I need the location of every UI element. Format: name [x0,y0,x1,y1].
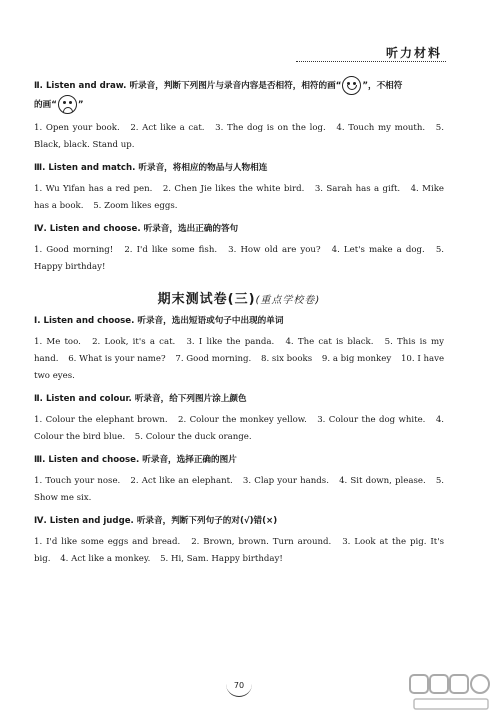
section-instruction-zh-2: ”，不相符 [362,81,403,91]
list-item: 1. Good morning! [34,245,114,255]
section-listen-and-judge [34,515,444,528]
section-instruction-en: Listen and colour. [45,394,132,404]
section-listen-and-choose-words [34,315,444,328]
header-rule [296,61,446,62]
list-item: 4. Touch my mouth. [336,123,426,133]
section-number: Ⅲ. [34,455,46,465]
list-item: 3. The dog is on the log. [215,123,326,133]
section-instruction-en: Listen and draw. [45,81,127,91]
section-items [34,181,444,215]
list-item: 3. Colour the dog white. [317,415,426,425]
section-listen-and-draw [34,76,444,114]
list-item: 5. Zoom likes eggs. [93,201,178,211]
list-item: 7. Good morning. [175,354,252,364]
list-item: 1. Colour the elephant brown. [34,415,168,425]
list-item: 3. Sarah has a gift. [314,184,401,194]
section-number: Ⅰ. [34,316,41,326]
section-number: Ⅲ. [34,163,46,173]
section-instruction-zh: 听录音，选出短语或句子中出现的单词 [137,316,284,326]
section-instruction-zh: 听录音，判断下列图片与录音内容是否相符，相符的画“ [129,81,342,91]
list-item: 1. Me too. [34,337,81,347]
section-items [34,412,444,446]
list-item: 1. Wu Yifan has a red pen. [34,184,153,194]
section-instruction-zh: 听录音，判断下列句子的对(√)错(×) [136,516,278,526]
section-instruction-en: Listen and choose. [43,316,135,326]
section-instruction-en: Listen and judge. [49,516,134,526]
section-items [34,242,444,276]
page-header-title: 听力材料 [385,46,442,60]
section-number: Ⅳ. [34,516,47,526]
watermark-logo-icon [408,673,492,713]
page-content [34,68,444,568]
section-listen-and-colour [34,393,444,406]
list-item: 2. Brown, brown. Turn around. [191,537,332,547]
list-item: 2. Colour the monkey yellow. [178,415,307,425]
smiley-face-icon [342,76,361,95]
section-instruction-zh: 听录音，选出正确的答句 [143,224,239,234]
list-item: 8. six books [260,354,313,364]
section-instruction-zh: 听录音，将相应的物品与人物相连 [138,163,268,173]
section-items [34,534,444,568]
section-instruction-en: Listen and match. [48,163,136,173]
section-listen-and-match [34,162,444,175]
list-item: 1. I'd like some eggs and bread. [34,537,181,547]
list-item: 3. I like the panda. [186,337,275,347]
list-item: 2. Act like an elephant. [130,476,233,486]
list-item: 9. a big monkey [321,354,392,364]
section-instruction-zh: 听录音，给下列图片涂上颜色 [134,394,247,404]
section-listen-and-choose-pictures [34,454,444,467]
list-item: 5. Happy birthday! [34,245,445,272]
list-item: 5. Show me six. [34,476,445,503]
list-item: 4. The cat is black. [285,337,374,347]
section-number: Ⅳ. [34,224,47,234]
list-item: 2. Chen Jie likes the white bird. [162,184,305,194]
list-item: 3. Look at the pig. It's big. [34,537,445,564]
section-number: Ⅱ. [34,394,43,404]
list-item: 2. I'd like some fish. [124,245,218,255]
section-instruction-en: Listen and choose. [48,455,140,465]
exam-title-main: 期末测试卷(三) [157,292,256,307]
section-listen-and-choose [34,223,444,236]
section-instruction-zh-3: 的画“ [34,100,57,110]
exam-title-subtitle: (重点学校卷) [255,295,321,306]
list-item: 4. Act like a monkey. [60,554,151,564]
section-items [34,120,444,154]
list-item: 5. Hi, Sam. Happy birthday! [160,554,283,564]
list-item: 4. Colour the bird blue. [34,415,445,442]
list-item: 4. Let's make a dog. [331,245,425,255]
list-item: 10. I have two eyes. [34,354,445,381]
list-item: 5. Black, black. Stand up. [34,123,444,150]
list-item: 4. Sit down, please. [339,476,426,486]
list-item: 3. Clap your hands. [242,476,329,486]
list-item: 5. This is my hand. [34,337,445,364]
section-instruction-zh-4: ” [77,100,84,110]
exam-title [34,288,444,307]
list-item: 2. Act like a cat. [130,123,205,133]
page-number: 70 [233,681,245,690]
list-item: 1. Open your book. [34,123,120,133]
section-items [34,473,444,507]
sad-face-icon [58,95,77,114]
list-item: 6. What is your name? [68,354,166,364]
section-instruction-zh: 听录音，选择正确的图片 [142,455,237,465]
section-number: Ⅱ. [34,81,43,91]
list-item: 4. Mike has a book. [34,184,444,211]
section-instruction-en: Listen and choose. [49,224,141,234]
list-item: 1. Touch your nose. [34,476,121,486]
list-item: 2. Look, it's a cat. [92,337,176,347]
list-item: 5. Colour the duck orange. [134,432,252,442]
list-item: 3. How old are you? [228,245,321,255]
section-items [34,334,444,385]
